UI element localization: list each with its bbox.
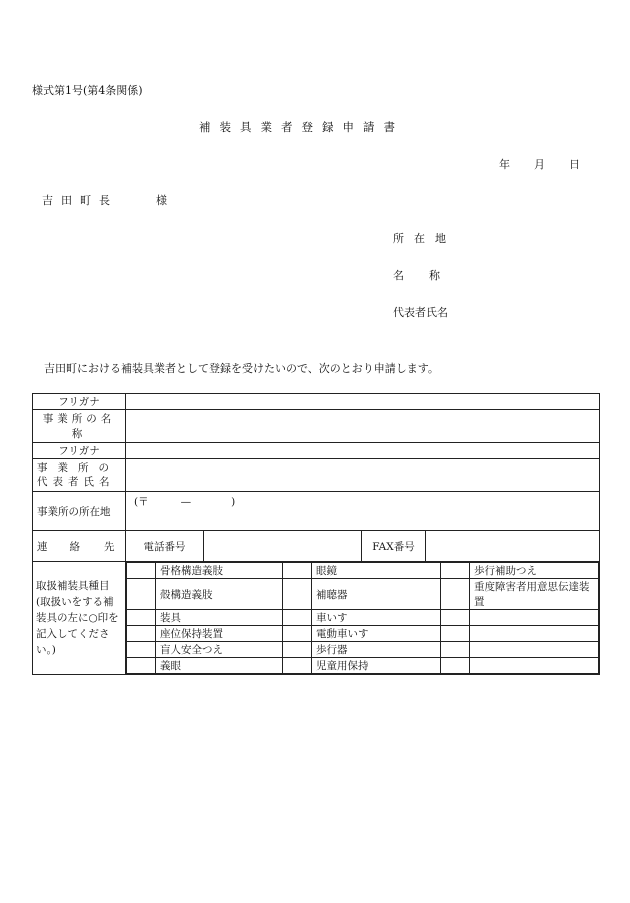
date-day: 日: [569, 158, 580, 171]
item-name: 装具: [156, 610, 283, 626]
item-name: 座位保持装置: [156, 626, 283, 642]
item-name: 義眼: [156, 658, 283, 674]
intro-text: 吉田町における補装具業者として登録を受けたいので、次のとおり申請します。: [44, 362, 439, 375]
item-name: 重度障害者用意思伝達装置: [470, 579, 599, 610]
item-check-field[interactable]: [127, 610, 156, 626]
rep-furigana-field[interactable]: [126, 443, 600, 459]
applicant-address-label: 所在地: [393, 232, 456, 245]
items-row: [127, 642, 599, 658]
contact-label-3: 先: [104, 540, 115, 553]
item-name: [470, 658, 599, 674]
phone-field[interactable]: [204, 531, 362, 562]
item-name: 歩行器: [312, 642, 441, 658]
items-row: [127, 658, 599, 674]
items-row: [127, 579, 599, 610]
items-grid-cell: [126, 562, 600, 675]
item-check-field[interactable]: [441, 579, 470, 610]
item-check-field[interactable]: [283, 642, 312, 658]
rep-name-label-line2: 代表者氏名: [37, 476, 115, 488]
item-check-field[interactable]: [283, 610, 312, 626]
item-check-field[interactable]: [127, 579, 156, 610]
rep-name-field[interactable]: [126, 459, 600, 492]
item-name: [470, 642, 599, 658]
items-row: [127, 626, 599, 642]
postal-open: (〒: [134, 496, 149, 508]
item-name: 補聴器: [312, 579, 441, 610]
items-grid: [126, 562, 599, 674]
office-address-label: 事業所の所在地: [33, 492, 126, 531]
date-month: 月: [534, 158, 545, 171]
postal-dash: —: [180, 496, 192, 508]
item-check-field[interactable]: [441, 626, 470, 642]
item-check-field[interactable]: [127, 626, 156, 642]
items-row: [127, 563, 599, 579]
fax-field[interactable]: [426, 531, 600, 562]
contact-label-2: 絡: [69, 540, 80, 553]
item-check-field[interactable]: [127, 658, 156, 674]
item-name: 盲人安全つえ: [156, 642, 283, 658]
form-title: 補装具業者登録申請書: [199, 120, 404, 134]
item-name: 歩行補助つえ: [470, 563, 599, 579]
applicant-name-label-1: 名: [393, 269, 404, 282]
office-name-label: 事業所の名称: [33, 410, 126, 443]
item-check-field[interactable]: [441, 610, 470, 626]
applicant-representative-label: 代表者氏名: [393, 306, 448, 319]
registration-table: [32, 393, 600, 675]
item-check-field[interactable]: [441, 642, 470, 658]
item-name: 車いす: [312, 610, 441, 626]
postal-close: ): [231, 496, 236, 508]
furigana-label-2: フリガナ: [33, 443, 126, 459]
item-check-field[interactable]: [283, 579, 312, 610]
rep-name-label: [33, 459, 126, 492]
phone-label: 電話番号: [126, 531, 204, 562]
date-line: [499, 156, 604, 172]
item-check-field[interactable]: [127, 563, 156, 579]
item-name: 殻構造義肢: [156, 579, 283, 610]
fax-label: FAX番号: [362, 531, 426, 562]
item-check-field[interactable]: [283, 563, 312, 579]
item-name: [470, 626, 599, 642]
item-name: 骨格構造義肢: [156, 563, 283, 579]
item-check-field[interactable]: [283, 658, 312, 674]
item-check-field[interactable]: [283, 626, 312, 642]
office-name-furigana-field[interactable]: [126, 394, 600, 410]
contact-label-1: 連: [37, 540, 48, 553]
item-check-field[interactable]: [441, 563, 470, 579]
applicant-name-label: [393, 267, 440, 283]
postal-code: [134, 494, 235, 509]
office-name-field[interactable]: [126, 410, 600, 443]
item-name: 児童用保持: [312, 658, 441, 674]
item-name: [470, 610, 599, 626]
applicant-name-label-2: 称: [429, 269, 440, 282]
form-number: 様式第1号(第4条関係): [32, 84, 143, 97]
rep-name-label-line1: 事業所の: [37, 462, 119, 474]
contact-label: [33, 531, 126, 562]
item-check-field[interactable]: [127, 642, 156, 658]
furigana-label: フリガナ: [33, 394, 126, 410]
date-year: 年: [499, 158, 510, 171]
addressee-suffix: 様: [156, 194, 175, 207]
addressee: [42, 192, 175, 208]
addressee-name: 吉田町長: [42, 194, 118, 207]
item-check-field[interactable]: [441, 658, 470, 674]
item-name: 眼鏡: [312, 563, 441, 579]
item-name: 電動車いす: [312, 626, 441, 642]
items-row: [127, 610, 599, 626]
office-address-field[interactable]: [126, 492, 600, 531]
items-label: 取扱補装具種目(取扱いをする補装具の左に○印を記入してください。): [33, 562, 126, 675]
